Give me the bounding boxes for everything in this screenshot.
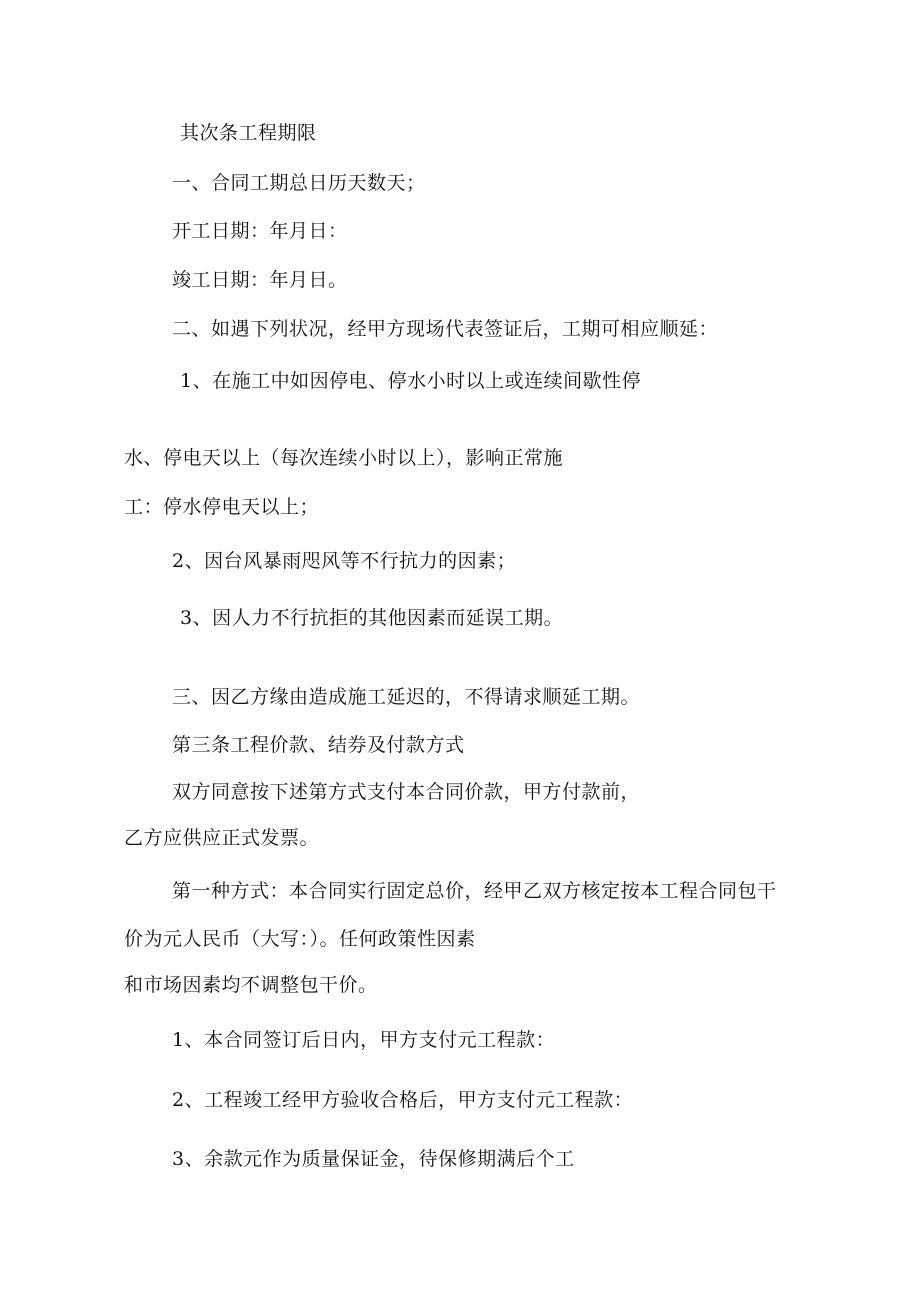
paragraph-line: 水、停电天以上（每次连续小时以上），影响正常施 <box>124 447 564 469</box>
paragraph-line: 一、合同工期总日历天数天； <box>172 172 426 194</box>
section-2-heading: 其次条工程期限 <box>180 122 317 144</box>
paragraph-line: 3、余款元作为质量保证金，待保修期满后个工 <box>172 1148 575 1170</box>
paragraph-line: 第一种方式：本合同实行固定总价，经甲乙双方核定按本工程合同包干 <box>172 880 777 902</box>
paragraph-line: 开工日期：年月日： <box>172 220 348 242</box>
paragraph-line: 工：停水停电天以上； <box>124 496 320 518</box>
paragraph-line: 价为元人民币（大写：）。任何政策性因素 <box>124 928 476 950</box>
section-3-heading: 第三条工程价款、结券及付款方式 <box>172 734 465 756</box>
paragraph-line: 2、因台风暴雨咫风等不行抗力的因素； <box>172 550 517 572</box>
paragraph-line: 1、本合同签订后日内，甲方支付元工程款： <box>172 1029 556 1051</box>
paragraph-line: 双方同意按下述第方式支付本合同价款，甲方付款前， <box>172 781 641 803</box>
paragraph-line: 3、因人力不行抗拒的其他因素而延误工期。 <box>180 607 564 629</box>
paragraph-line: 三、因乙方缘由造成施工延迟的，不得请求顺延工期。 <box>172 686 641 708</box>
paragraph-line: 2、工程竣工经甲方验收合格后，甲方支付元工程款： <box>172 1089 634 1111</box>
paragraph-line: 二、如遇下列状况，经甲方现场代表签证后，工期可相应顺延： <box>172 318 719 340</box>
paragraph-line: 乙方应供应正式发票。 <box>124 827 320 849</box>
paragraph-line: 1、在施工中如因停电、停水小时以上或连续间歇性停 <box>180 370 642 392</box>
paragraph-line: 和市场因素均不调整包干价。 <box>124 974 378 996</box>
paragraph-line: 竣工日期：年月日。 <box>172 269 348 291</box>
